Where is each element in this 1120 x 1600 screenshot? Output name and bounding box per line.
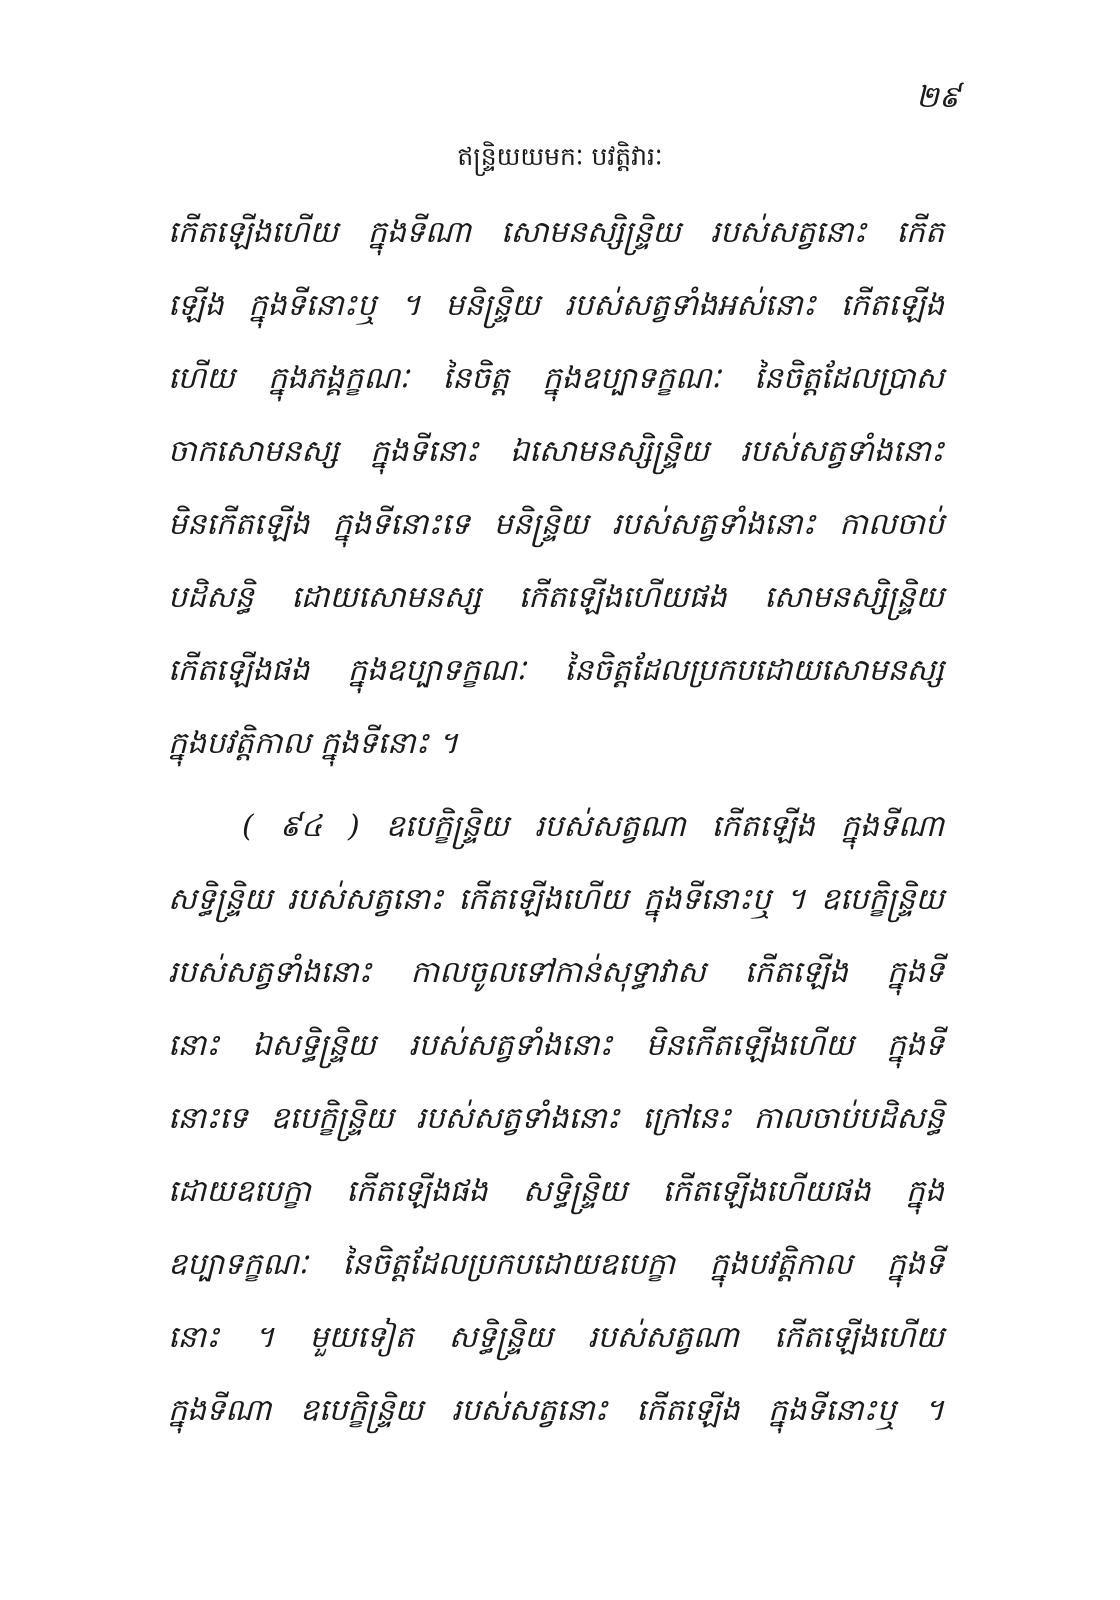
page-number: ២៩ bbox=[916, 80, 960, 115]
text-line: ឧប្បាទក្ខណៈ នៃចិត្តដែលប្រកបដោយឧបេក្ខា ក្នុងបវត្តិកាល ក្នុងទី bbox=[168, 1247, 944, 1282]
text-line: ចាកសោមនស្ស ក្នុងទីនោះ ឯសោមនស្សិន្ទ្រិយ របស់សត្វទាំងនោះ bbox=[168, 434, 944, 469]
running-header: ឥន្ទ្រិយយមកៈ បវត្តិវារៈ bbox=[457, 142, 663, 171]
text-line: ( ៩៤ ) ឧបេក្ខិន្ទ្រិយ របស់សត្វណា កើតឡើង ក្នុងទីណា bbox=[242, 809, 944, 844]
text-line: ហើយ ក្នុងភង្គក្ខណៈ នៃចិត្ត ក្នុងឧប្បាទក្ខណៈ នៃចិត្តដែលប្រាស bbox=[168, 361, 944, 396]
text-line: ដោយឧបេក្ខា កើតឡើងផង សទ្ធិន្ទ្រិយ កើតឡើងហើយផង ក្នុង bbox=[168, 1174, 944, 1209]
text-line: នោះ ឯសទ្ធិន្ទ្រិយ របស់សត្វទាំងនោះ មិនកើតឡើងហើយ ក្នុងទី bbox=[168, 1028, 944, 1063]
paragraph bbox=[168, 205, 944, 789]
text-line: កើតឡើងហើយ ក្នុងទីណា សោមនស្សិន្ទ្រិយ របស់សត្វនោះ កើត bbox=[168, 215, 944, 250]
text-line: ឡើង ក្នុងទីនោះឬ ។ មនិន្ទ្រិយ របស់សត្វទាំងអស់នោះ កើតឡើង bbox=[168, 288, 944, 323]
text-line: ក្នុងបវត្តិកាល ក្នុងទីនោះ ។ bbox=[168, 726, 459, 761]
paragraph bbox=[168, 799, 944, 1456]
text-line: មិនកើតឡើង ក្នុងទីនោះទេ មនិន្ទ្រិយ របស់សត្វទាំងនោះ កាលចាប់ bbox=[168, 507, 944, 542]
text-line: នោះទេ ឧបេក្ខិន្ទ្រិយ របស់សត្វទាំងនោះ ក្រៅនេះ កាលចាប់បដិសន្ធិ bbox=[168, 1101, 944, 1136]
body-text bbox=[168, 205, 944, 1456]
text-line: ក្នុងទីណា ឧបេក្ខិន្ទ្រិយ របស់សត្វនោះ កើតឡើង ក្នុងទីនោះឬ ។ bbox=[168, 1393, 944, 1428]
text-line: នោះ ។ មួយទៀត សទ្ធិន្ទ្រិយ របស់សត្វណា កើតឡើងហើយ bbox=[168, 1320, 944, 1355]
text-line: របស់សត្វទាំងនោះ កាលចូលទៅកាន់សុទ្ធាវាស កើតឡើង ក្នុងទី bbox=[168, 955, 944, 990]
text-line: បដិសន្ធិ ដោយសោមនស្ស កើតឡើងហើយផង សោមនស្សិន្ទ្រិយ bbox=[168, 580, 944, 615]
paragraph-gap bbox=[168, 789, 944, 799]
text-line: សទ្ធិន្ទ្រិយ របស់សត្វនោះ កើតឡើងហើយ ក្នុងទីនោះឬ ។ ឧបេក្ខិន្ទ្រិយ bbox=[168, 882, 944, 917]
text-line: កើតឡើងផង ក្នុងឧប្បាទក្ខណៈ នៃចិត្តដែលប្រកបដោយសោមនស្ស bbox=[168, 653, 944, 688]
